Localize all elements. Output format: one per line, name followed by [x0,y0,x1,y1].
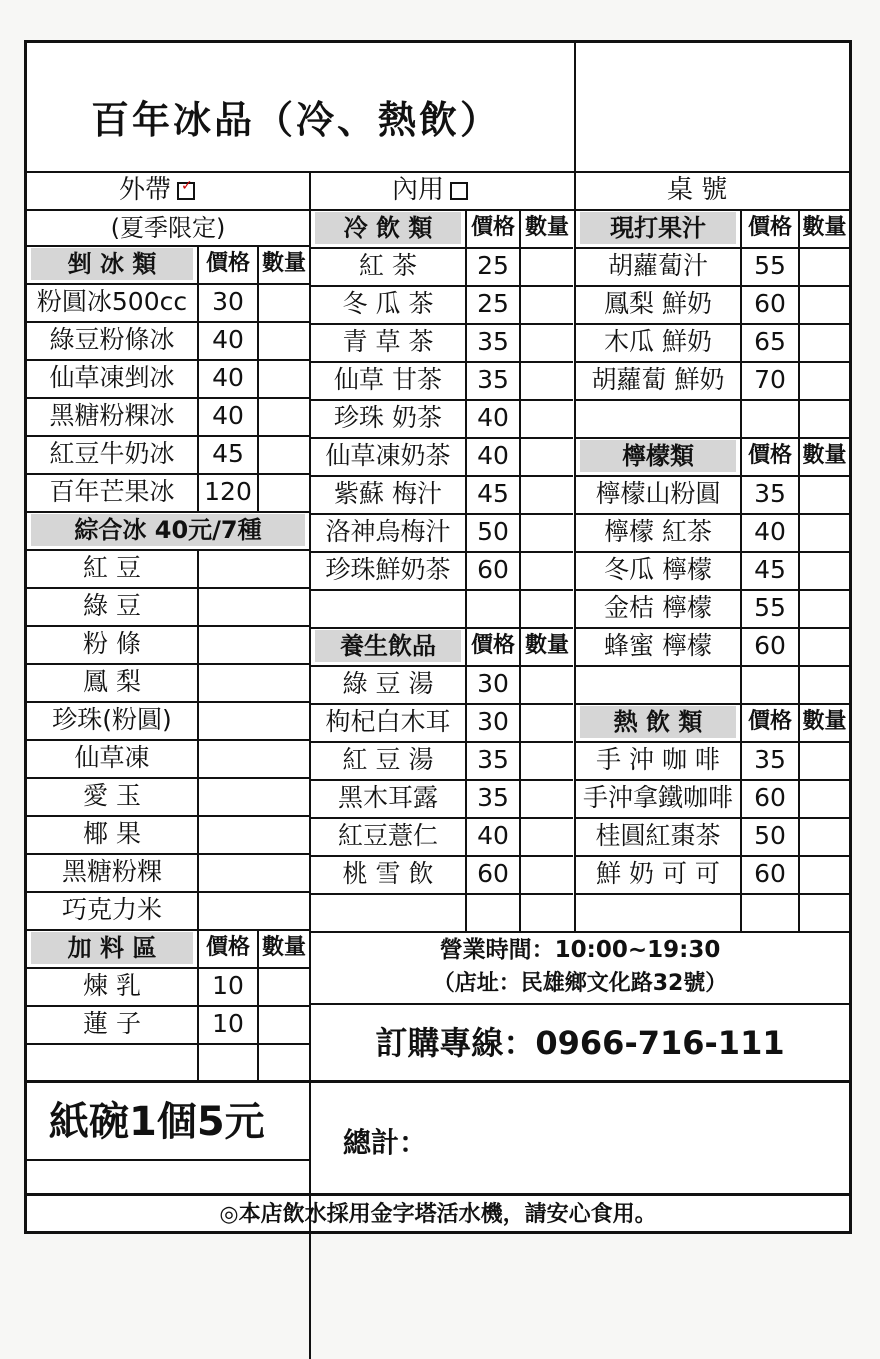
quantity-cell[interactable] [521,399,573,437]
combo-topping-option: 黑糖粉粿 [61,857,162,886]
menu-item-price: 65 [754,327,786,356]
quantity-cell[interactable] [800,361,849,399]
selection-cell[interactable] [199,625,309,663]
takeout-option[interactable] [119,173,195,207]
store-address: （店址：民雄鄉文化路32號） [432,971,728,996]
quantity-cell[interactable] [800,779,849,817]
menu-item-price: 55 [754,593,786,622]
price-column-header: 價格 [205,251,250,276]
price-column-header: 價格 [747,709,792,734]
quantity-column-header: 數量 [802,443,847,468]
combo-topping-option: 愛 玉 [83,781,141,810]
quantity-cell[interactable] [800,323,849,361]
quantity-cell[interactable] [800,475,849,513]
menu-item-name: 胡蘿蔔汁 [607,251,708,280]
combo-topping-option: 巧克力米 [61,895,162,924]
menu-item-name: 綠 豆 湯 [342,669,434,698]
menu-item-price: 60 [754,783,786,812]
menu-item-name: 鮮 奶 可 可 [596,859,720,888]
price-column-header: 價格 [470,633,515,658]
middle-column [311,209,573,933]
menu-item-price: 10 [212,1009,244,1038]
combo-topping-option: 仙草凍 [74,743,150,772]
quantity-cell[interactable] [521,475,573,513]
quantity-cell[interactable] [521,551,573,589]
quantity-cell[interactable] [521,513,573,551]
menu-item-name: 冬 瓜 茶 [342,289,434,318]
combo-topping-option: 綠 豆 [83,591,141,620]
quantity-cell[interactable] [521,817,573,855]
quantity-cell[interactable] [521,779,573,817]
menu-item-price: 70 [754,365,786,394]
menu-item-name: 百年芒果冰 [49,477,175,506]
takeout-checkbox[interactable] [177,177,195,200]
menu-item-price: 25 [477,289,509,318]
quantity-column-header: 數量 [802,709,847,734]
menu-item-name: 仙草凍奶茶 [325,441,451,470]
dinein-label: 內用 [392,175,445,205]
menu-item-price: 45 [754,555,786,584]
quantity-cell[interactable] [800,817,849,855]
quantity-cell[interactable] [800,247,849,285]
menu-item-price: 10 [212,971,244,1000]
menu-item-price: 25 [477,251,509,280]
combo-topping-option: 紅 豆 [83,553,141,582]
menu-item-name: 金桔 檸檬 [604,593,712,622]
quantity-cell[interactable] [521,285,573,323]
menu-item-name: 蜂蜜 檸檬 [604,631,712,660]
menu-item-price: 55 [754,251,786,280]
dinein-checkbox[interactable] [450,182,468,200]
business-hours: 營業時間：10:00~19:30 [439,937,721,963]
menu-item-name: 手沖拿鐵咖啡 [582,783,733,812]
menu-item-price: 35 [477,783,509,812]
quantity-column-header: 數量 [261,935,306,960]
quantity-cell[interactable] [259,397,309,435]
dinein-option[interactable] [392,173,468,207]
quantity-cell[interactable] [800,741,849,779]
menu-item-price: 45 [212,439,244,468]
combo-topping-option: 粉 條 [83,629,141,658]
menu-item-price: 40 [212,325,244,354]
quantity-cell[interactable] [259,473,309,511]
menu-item-price: 40 [212,401,244,430]
takeout-label: 外帶 [119,175,172,205]
menu-item-price: 40 [477,441,509,470]
quantity-cell[interactable] [521,323,573,361]
order-form [24,40,852,1234]
quantity-cell[interactable] [800,855,849,893]
juice-heading: 現打果汁 [580,212,736,244]
quantity-column-header: 數量 [261,251,306,276]
shaved-ice-heading: 剉 冰 類 [31,248,193,280]
selection-cell[interactable] [199,739,309,777]
price-column-header: 價格 [747,443,792,468]
menu-item-price: 60 [754,859,786,888]
quantity-cell[interactable] [521,665,573,703]
quantity-cell[interactable] [521,855,573,893]
combo-topping-option: 珍珠(粉圓) [52,705,172,734]
table-number-label: 桌 號 [667,175,728,205]
check-mark-icon: ✓ [181,177,193,194]
menu-item-name: 粉圓冰500cc [36,287,188,316]
cold-drinks-heading: 冷 飲 類 [315,212,461,244]
menu-item-price: 50 [477,517,509,546]
menu-item-name: 蓮 子 [83,1009,141,1038]
quantity-cell[interactable] [521,741,573,779]
quantity-cell[interactable] [521,437,573,475]
quantity-cell[interactable] [259,967,309,1005]
price-column-header: 價格 [205,935,250,960]
menu-item-price: 60 [754,289,786,318]
menu-item-price: 120 [204,477,252,506]
menu-item-name: 紅 豆 湯 [342,745,434,774]
quantity-cell[interactable] [259,359,309,397]
selection-cell[interactable] [199,587,309,625]
menu-item-name: 珍珠 奶茶 [334,403,442,432]
bowl-fee-note: 紙碗1個5元 [49,1099,265,1145]
menu-item-name: 紅 茶 [359,251,417,280]
menu-item-name: 枸杞白木耳 [325,707,451,736]
left-column [27,209,309,1085]
menu-item-price: 35 [477,327,509,356]
menu-item-price: 60 [754,631,786,660]
right-column [576,209,849,933]
menu-item-price: 40 [754,517,786,546]
quantity-cell[interactable] [521,361,573,399]
quantity-cell[interactable] [259,435,309,473]
menu-item-price: 35 [754,745,786,774]
order-hotline: 訂購專線：0966-716-111 [375,1024,785,1062]
quantity-cell[interactable] [800,627,849,665]
quantity-cell[interactable] [800,589,849,627]
hot-heading: 熱 飲 類 [580,706,736,738]
menu-item-name: 紅豆牛奶冰 [49,439,175,468]
menu-item-price: 40 [477,403,509,432]
selection-cell[interactable] [199,663,309,701]
quantity-cell[interactable] [800,551,849,589]
menu-item-name: 檸檬 紅茶 [604,517,712,546]
menu-item-name: 洛神烏梅汁 [325,517,451,546]
menu-item-name: 煉 乳 [83,971,141,1000]
menu-item-price: 35 [477,745,509,774]
quantity-cell[interactable] [259,1005,309,1043]
footer-note: ◎本店飲水採用金字塔活水機，請安心食用。 [219,1202,657,1227]
menu-item-name: 手 沖 咖 啡 [596,745,720,774]
menu-item-price: 35 [477,365,509,394]
menu-item-price: 50 [754,821,786,850]
menu-item-price: 60 [477,555,509,584]
lemon-heading: 檸檬類 [580,440,736,472]
combo-topping-option: 椰 果 [83,819,141,848]
selection-cell[interactable] [199,701,309,739]
summer-limited-label: (夏季限定) [110,214,226,242]
menu-item-name: 木瓜 鮮奶 [604,327,712,356]
menu-item-name: 紫蘇 梅汁 [334,479,442,508]
price-column-header: 價格 [470,215,515,240]
quantity-cell[interactable] [800,513,849,551]
menu-item-name: 胡蘿蔔 鮮奶 [591,365,725,394]
quantity-column-header: 數量 [524,633,569,658]
quantity-cell[interactable] [259,283,309,321]
quantity-cell[interactable] [521,703,573,741]
menu-item-name: 仙草 甘茶 [334,365,442,394]
combo-topping-option: 鳳 梨 [83,667,141,696]
menu-item-name: 桂圓紅棗茶 [595,821,721,850]
price-column-header: 價格 [747,215,792,240]
toppings-heading: 加 料 區 [31,932,193,964]
menu-item-price: 30 [477,669,509,698]
menu-item-name: 仙草凍剉冰 [49,363,175,392]
selection-cell[interactable] [199,549,309,587]
menu-item-name: 檸檬山粉圓 [595,479,721,508]
menu-item-name: 珍珠鮮奶茶 [325,555,451,584]
menu-item-name: 桃 雪 飲 [342,859,434,888]
menu-item-price: 45 [477,479,509,508]
quantity-column-header: 數量 [802,215,847,240]
quantity-column-header: 數量 [524,215,569,240]
selection-cell[interactable] [199,853,309,891]
combo-ice-heading: 綜合冰 40元/7種 [31,514,305,546]
menu-item-price: 35 [754,479,786,508]
health-heading: 養生飲品 [315,630,461,662]
selection-cell[interactable] [199,891,309,929]
quantity-cell[interactable] [800,285,849,323]
selection-cell[interactable] [199,777,309,815]
menu-item-name: 紅豆薏仁 [337,821,438,850]
quantity-cell[interactable] [259,321,309,359]
menu-item-price: 60 [477,859,509,888]
menu-item-price: 30 [477,707,509,736]
total-label: 總計： [343,1126,428,1159]
quantity-cell[interactable] [521,247,573,285]
menu-item-name: 黑木耳露 [337,783,438,812]
menu-item-name: 綠豆粉條冰 [49,325,175,354]
menu-item-name: 黑糖粉粿冰 [49,401,175,430]
menu-item-name: 鳳梨 鮮奶 [604,289,712,318]
menu-item-name: 冬瓜 檸檬 [604,555,712,584]
menu-item-price: 40 [477,821,509,850]
page-title: 百年冰品（冷、熱飲） [91,97,502,142]
menu-item-name: 青 草 茶 [342,327,434,356]
menu-item-price: 40 [212,363,244,392]
selection-cell[interactable] [199,815,309,853]
menu-item-price: 30 [212,287,244,316]
